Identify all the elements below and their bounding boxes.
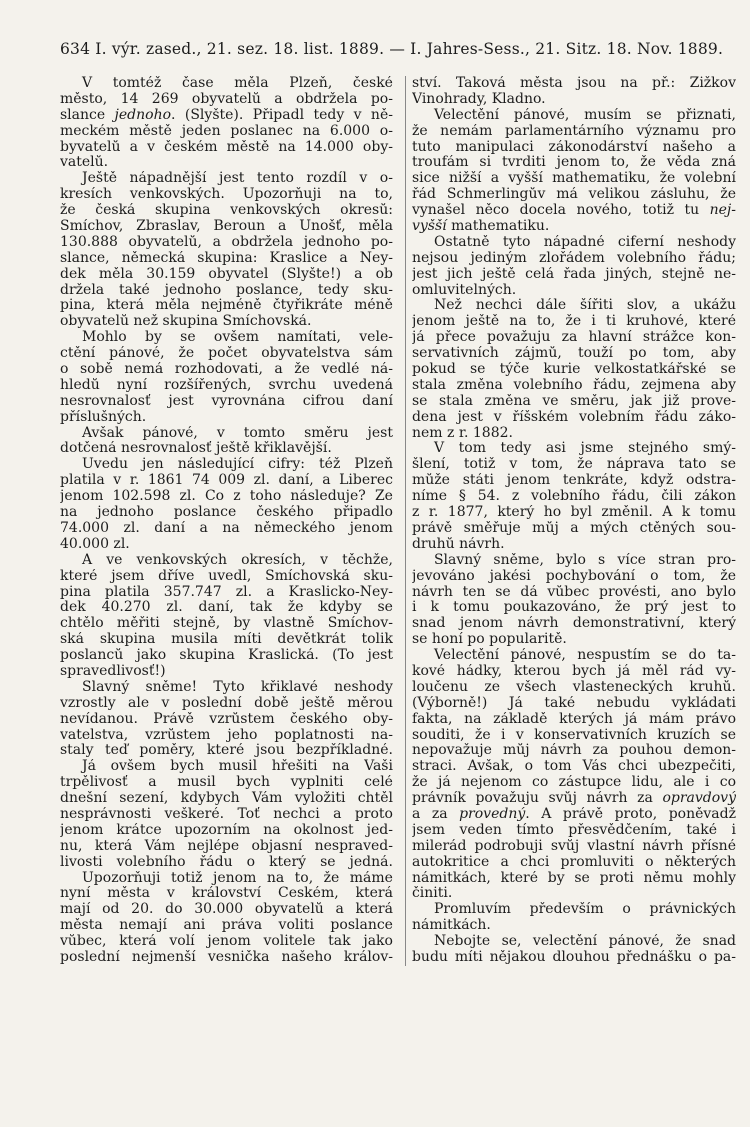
text-line: slance jednoho. (Slyšte). Připadl tedy v ně- bbox=[60, 107, 393, 123]
text-line: dnešní sezení, kdybych Vám vyložiti chtěl bbox=[60, 791, 393, 807]
text-line: na jednoho poslance českého připadlo bbox=[60, 505, 393, 521]
text-line: o sobě nemá rozhodovati, a že vedlé ná- bbox=[60, 362, 393, 378]
text-line: Uvedu jen následující cifry: též Plzeň bbox=[82, 457, 393, 473]
text-line: stala změna volebního řádu, zejmena aby bbox=[411, 377, 736, 393]
text-line: že česká skupina venkovských okresů: bbox=[60, 203, 393, 219]
page-header: 634 I. výr. zased., 21. sez. 18. list. 1889. — I. Jahres-Sess., 21. Sitz. 18. Nov. 1889. bbox=[60, 40, 724, 58]
text-line: jevováno jakési pochybování o tom, že bbox=[411, 568, 736, 584]
text-line: 130.888 obyvatelů, a obdržela jednoho po- bbox=[60, 234, 393, 250]
text-line: návrh ten se dá vůbec provésti, ano bylo bbox=[411, 584, 736, 600]
text-line: druhů návrh. bbox=[411, 536, 505, 552]
text-line: může státi jenom tenkráte, když odstra- bbox=[411, 473, 736, 489]
text-line: nu, která Vám nejlépe objasní nespraved- bbox=[60, 838, 393, 854]
text-line: milerád podrobuji svůj vlastní návrh přísné bbox=[411, 838, 736, 854]
text-line: sice nižší a vyšší mathematiku, že volební bbox=[411, 171, 736, 187]
text-line: vatelstva, vzrůstem jeho poplatnosti na- bbox=[60, 727, 393, 743]
text-line: vynašel něco docela nového, totiž tu nej- bbox=[411, 203, 736, 219]
text-line: právě směřuje můj a mých ctěných sou- bbox=[411, 520, 736, 536]
text-line: ctění pánové, že počet obyvatelstva sám bbox=[60, 346, 393, 362]
text-line: vatelů. bbox=[60, 155, 109, 171]
text-line: 74.000 zl. daní a na německého jenom bbox=[60, 520, 393, 536]
text-line: poslední nejmenší vesnička našeho králov- bbox=[60, 949, 393, 965]
text-line: Velectění pánové, musím se přiznati, bbox=[433, 107, 736, 123]
text-line: z r. 1877, který ho byl změnil. A k tomu bbox=[411, 505, 736, 521]
text-line: vůbec, která volí jenom volitele tak jako bbox=[60, 934, 393, 950]
text-line: tuto manipulaci zákonodárství našeho a bbox=[411, 139, 736, 155]
text-line: Smíchov, Zbraslav, Beroun a Únošť, měla bbox=[60, 219, 393, 235]
text-line: pokud se týče kurie velkostatkářské se bbox=[411, 362, 736, 378]
text-line: Ostatně tyto nápadné ciferní neshody bbox=[433, 234, 736, 250]
text-line: dotčená nesrovnalosť ještě křiklavější. bbox=[60, 441, 332, 457]
text-line: já přece považuju za hlavní strážce kon- bbox=[411, 330, 736, 346]
text-line: ská skupina musila míti devětkrát tolik bbox=[60, 632, 393, 648]
text-line: meckém městě jeden poslanec na 6.000 o- bbox=[60, 123, 393, 139]
text-line: omluvitelných. bbox=[411, 282, 517, 298]
text-line: budu míti nějakou dlouhou přednášku o pa- bbox=[411, 949, 736, 965]
text-line: Avšak pánové, v tomto směru jest bbox=[82, 425, 393, 441]
text-line: jest jich ještě celá řada jiných, stejně ne- bbox=[411, 266, 736, 282]
text-line: nyní města v království Českém, která bbox=[60, 886, 393, 902]
text-line: livosti volebního řádu o který se jedná. bbox=[60, 854, 393, 870]
text-line: Ještě nápadnější jest tento rozdíl v o- bbox=[82, 171, 393, 187]
text-line: V tom tedy asi jsme stejného smý- bbox=[433, 441, 736, 457]
text-line: jsem veden tímto přesvědčením, také i bbox=[411, 822, 736, 838]
text-line: nesrovnalosť jest vyrovnána cifrou daní bbox=[60, 393, 393, 409]
text-line: nesprávnosti veškeré. Toť nechci a proto bbox=[60, 806, 393, 822]
text-line: jenom ještě na to, že i ti kruhové, které bbox=[411, 314, 736, 330]
text-line: jenom 102.598 zl. Co z toho následuje? Že bbox=[60, 489, 393, 505]
text-line: mají od 20. do 30.000 obyvatelů a která bbox=[60, 902, 393, 918]
text-line: Já ovšem bych musil hřešiti na Vaši bbox=[82, 759, 393, 775]
text-line: pina, která měla nejméně čtyřikráte méně bbox=[60, 298, 393, 314]
text-line: město, 14 269 obyvatelů a obdržela po- bbox=[60, 91, 393, 107]
text-line: chtělo měřiti stejně, by vlastně Smíchov- bbox=[60, 616, 393, 632]
text-line: kresích venkovských. Upozorňuji na to, bbox=[60, 187, 393, 203]
text-line: jenom krátce upozorním na okolnost jed- bbox=[60, 822, 393, 838]
text-line: V tomtéž čase měla Plzeň, české bbox=[82, 76, 393, 91]
text-line: šlení, totiž v tom, že náprava tato se bbox=[411, 457, 736, 473]
text-line: troufám si tvrditi jenom to, že věda zná bbox=[411, 155, 736, 171]
text-line: příslušných. bbox=[60, 409, 147, 425]
text-line: nepovažuje můj návrh za pouhou demon- bbox=[411, 743, 736, 759]
text-line: (Výborně!) Já také nebudu vykládati bbox=[411, 695, 736, 711]
text-line: Upozorňuji totiž jenom na to, že máme bbox=[82, 870, 393, 886]
text-line: Než nechci dále šířiti slov, a ukážu bbox=[433, 298, 736, 314]
text-line: kové hádky, kterou bych já měl rád vy- bbox=[411, 663, 736, 679]
text-line: které jsem dříve uvedl, Smíchovská sku- bbox=[60, 568, 393, 584]
text-line: snad jenom návrh demonstrativní, který bbox=[411, 616, 736, 632]
text-line: autokritice a chci promluviti o některých bbox=[411, 854, 736, 870]
text-line: a za provedný. A právě proto, poněvadž bbox=[411, 806, 736, 822]
text-line: dena jest v říšském volebním řádu záko- bbox=[411, 409, 736, 425]
text-line: i k tomu poukazováno, že prý jest to bbox=[411, 600, 736, 616]
left-column bbox=[60, 76, 393, 966]
text-line: Mohlo by se ovšem namítati, vele- bbox=[82, 330, 393, 346]
text-line: námitkách. bbox=[411, 918, 491, 934]
text-line: že já nejenom co zástupce lidu, ale i co bbox=[411, 775, 736, 791]
text-line: řád Schmerlingův má velikou zásluhu, že bbox=[411, 187, 736, 203]
text-line: obyvatelů než skupina Smíchovská. bbox=[60, 314, 312, 330]
text-line: Slavný sněme! Tyto křiklavé neshody bbox=[82, 679, 393, 695]
text-line: dek 40.270 zl. daní, tak že kdyby se bbox=[60, 600, 393, 616]
right-column bbox=[405, 76, 736, 966]
text-line: nem z r. 1882. bbox=[411, 425, 513, 441]
text-line: 40.000 zl. bbox=[60, 536, 130, 552]
text-line: staly teď poměry, které jsou bezpříkladné. bbox=[60, 743, 393, 759]
text-line: právník považuju svůj návrh za opravdový bbox=[411, 791, 736, 807]
text-line: vzrostly ale v poslední době ještě měrou bbox=[60, 695, 393, 711]
text-line: loučenu ze všech vlasteneckých kruhů. bbox=[411, 679, 736, 695]
text-line: hledů nyní rozšířených, svrchu uvedená bbox=[60, 377, 393, 393]
text-line: nevídanou. Právě vzrůstem českého oby- bbox=[60, 711, 393, 727]
text-line: že nemám parlamentárního významu pro bbox=[411, 123, 736, 139]
text-line: Slavný sněme, bylo s více stran pro- bbox=[433, 552, 736, 568]
text-line: nejsou jediným zlořádem volebního řádu; bbox=[411, 250, 736, 266]
text-line: A ve venkovských okresích, v těchže, bbox=[82, 552, 393, 568]
text-line: držela také jednoho poslance, tedy sku- bbox=[60, 282, 393, 298]
text-line: Nebojte se, velectění pánové, že snad bbox=[433, 934, 736, 950]
text-line: trpělivosť a musil bych vyplniti celé bbox=[60, 775, 393, 791]
text-line: platila v r. 1861 74 009 zl. daní, a Liberec bbox=[60, 473, 393, 489]
text-line: servativních zájmů, touží po tom, aby bbox=[411, 346, 736, 362]
text-line: spravedlivosť!) bbox=[60, 663, 166, 679]
text-line: byvatelů a v českém městě na 14.000 oby- bbox=[60, 139, 393, 155]
text-line: ství. Taková města jsou na př.: Žižkov bbox=[411, 76, 736, 91]
text-line: níme § 54. z volebního řádu, čili zákon bbox=[411, 489, 736, 505]
text-line: Promluvím především o právnických bbox=[433, 902, 736, 918]
text-line: souditi, že i v konservativních kruzích se bbox=[411, 727, 736, 743]
text-line: dek měla 30.159 obyvatel (Slyšte!) a ob bbox=[60, 266, 393, 282]
text-line: se honí po popularitě. bbox=[411, 632, 567, 648]
text-line: poslanců jako skupina Kraslická. (To jest bbox=[60, 648, 393, 664]
text-line: činiti. bbox=[411, 886, 453, 902]
text-line: straci. Avšak, o tom Vás chci ubezpečiti, bbox=[411, 759, 736, 775]
text-line: Vinohrady, Kladno. bbox=[411, 91, 546, 107]
text-columns bbox=[60, 76, 736, 966]
text-line: fakta, na základě kterých já mám právo bbox=[411, 711, 736, 727]
text-line: vyšší mathematiku. bbox=[411, 219, 550, 235]
text-line: námitkách, které by se proti němu mohly bbox=[411, 870, 736, 886]
text-line: slance, německá skupina: Kraslice a Ney- bbox=[60, 250, 393, 266]
text-line: města nemají ani práva voliti poslance bbox=[60, 918, 393, 934]
text-line: Velectění pánové, nespustím se do ta- bbox=[433, 648, 736, 664]
text-line: pina platila 357.747 zl. a Kraslicko-Ney- bbox=[60, 584, 393, 600]
text-line: se stala změna ve směru, jak již prove- bbox=[411, 393, 736, 409]
